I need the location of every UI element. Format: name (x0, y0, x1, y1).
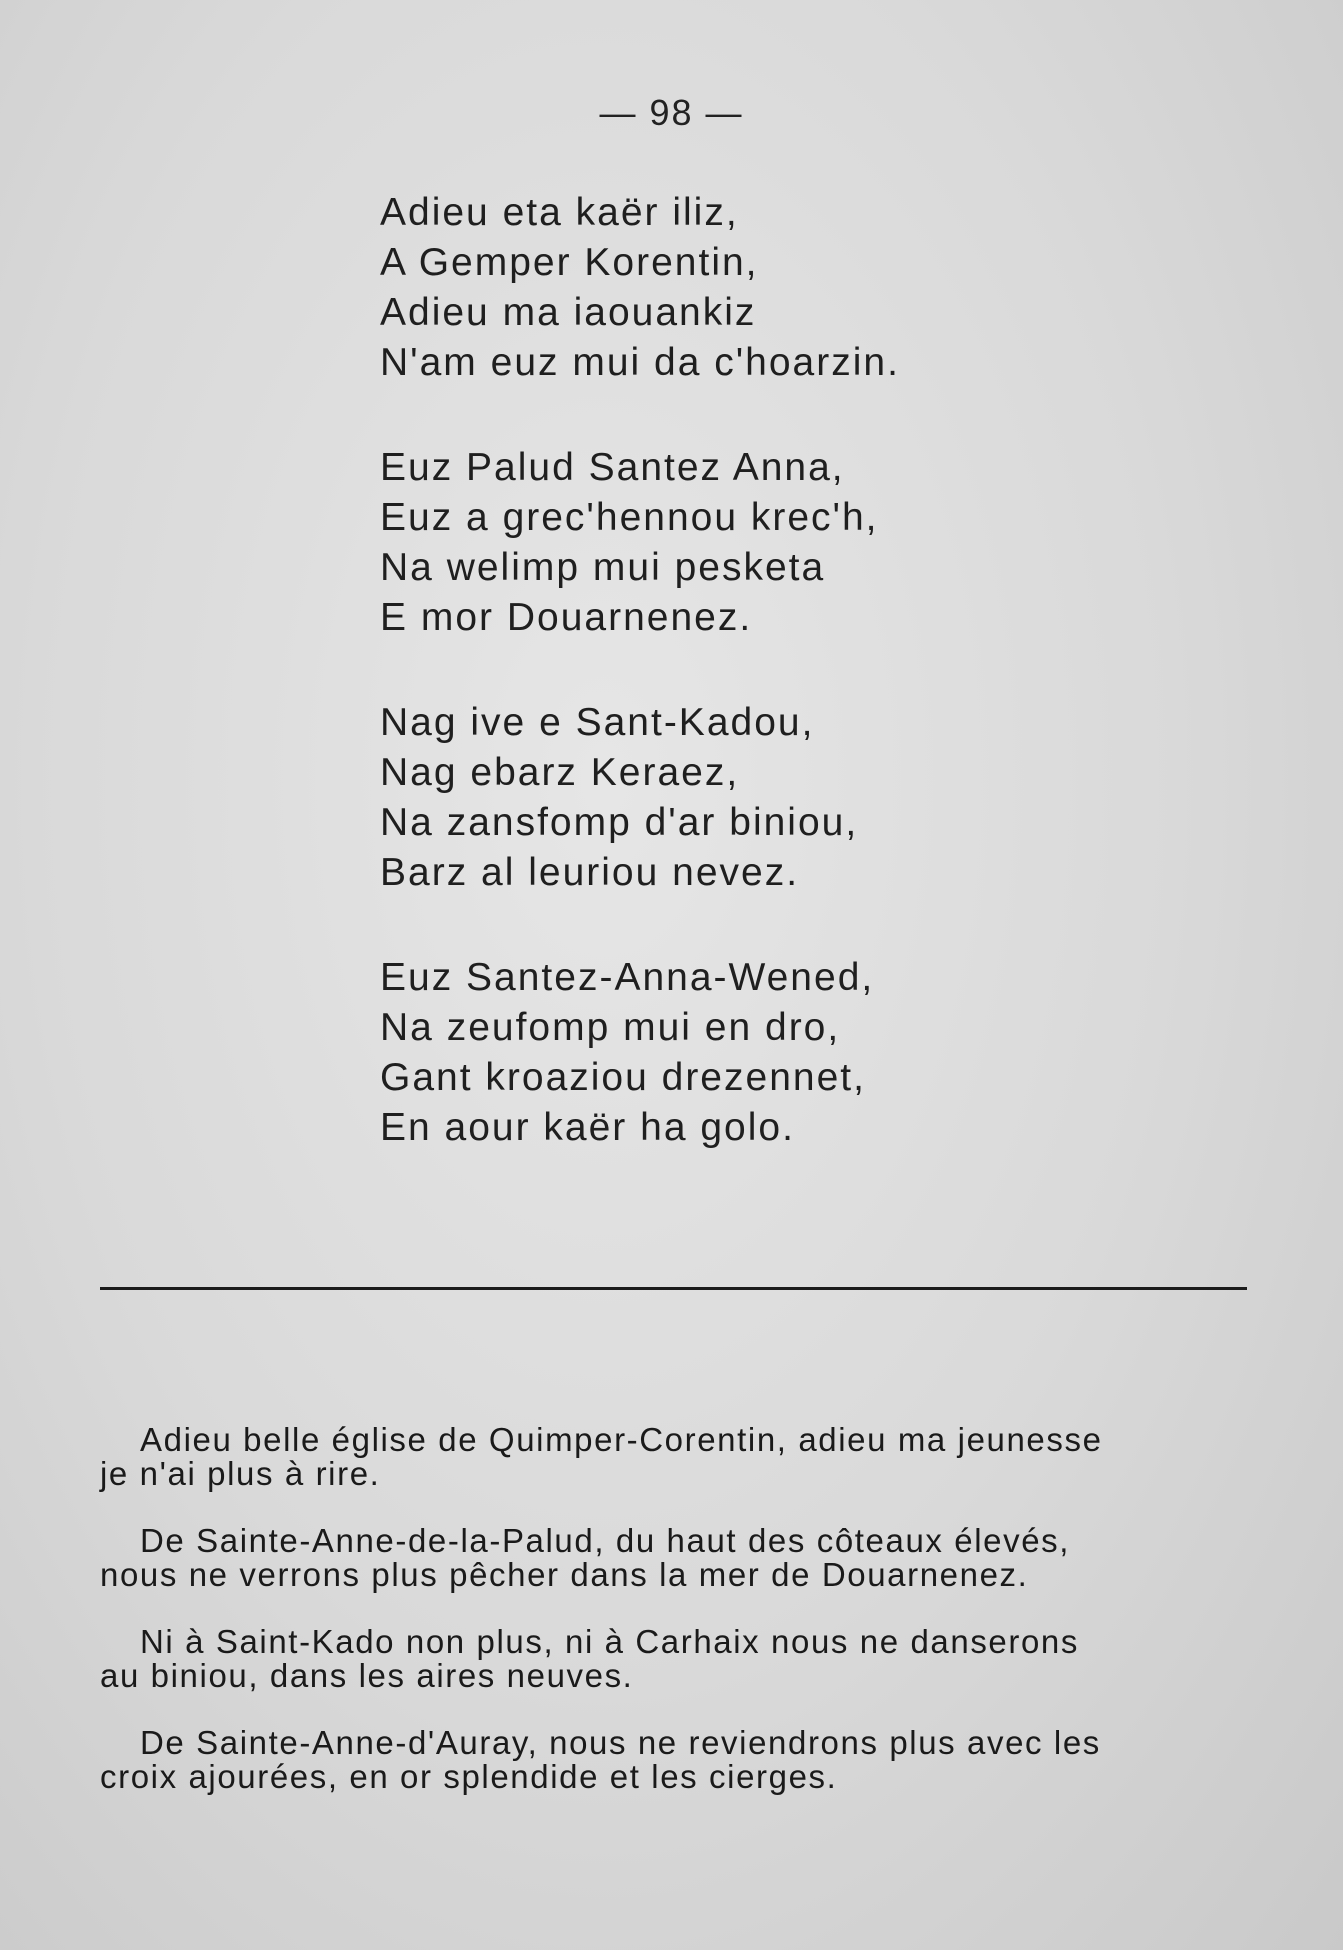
translation-first-line: Adieu belle église de Quimper-Corentin, adieu ma jeunesse (140, 1421, 1103, 1458)
breton-poem (380, 188, 1080, 1208)
verse-line: N'am euz mui da c'hoarzin. (380, 341, 900, 384)
translation-first-line: De Sainte-Anne-de-la-Palud, du haut des côteaux élevés, (140, 1522, 1071, 1559)
verse-line: Nag ebarz Keraez, (380, 751, 740, 794)
translation-first-line: De Sainte-Anne-d'Auray, nous ne reviendrons plus avec les (140, 1724, 1101, 1761)
verse-line: Nag ive e Sant-Kadou, (380, 701, 815, 744)
verse-line: Adieu ma iaouankiz (380, 291, 757, 334)
verse-line: Barz al leuriou nevez. (380, 851, 800, 894)
verse-line: E mor Douarnenez. (380, 596, 753, 639)
verse-line: Euz a grec'hennou krec'h, (380, 496, 879, 539)
translation-rest: nous ne verrons plus pêcher dans la mer de Douarnenez. (100, 1556, 1029, 1593)
stanza-1 (380, 188, 1080, 388)
translation-paragraph (100, 1726, 1252, 1794)
verse-line: En aour kaër ha golo. (380, 1106, 795, 1149)
verse-line: Euz Santez-Anna-Wened, (380, 956, 875, 999)
verse-line: Euz Palud Santez Anna, (380, 446, 845, 489)
stanza-4 (380, 953, 1080, 1153)
translation-rest: je n'ai plus à rire. (100, 1455, 381, 1492)
french-translation (100, 1390, 1252, 1826)
verse-line: Na zansfomp d'ar biniou, (380, 801, 859, 844)
page-number: — 98 — (599, 92, 744, 133)
stanza-3 (380, 698, 1080, 898)
translation-rest: croix ajourées, en or splendide et les cierges. (100, 1758, 838, 1795)
verse-line: A Gemper Korentin, (380, 241, 759, 284)
verse-line: Na zeufomp mui en dro, (380, 1006, 841, 1049)
translation-rest: au biniou, dans les aires neuves. (100, 1657, 634, 1694)
verse-line: Adieu eta kaër iliz, (380, 191, 739, 234)
verse-line: Gant kroaziou drezennet, (380, 1056, 866, 1099)
translation-first-line: Ni à Saint-Kado non plus, ni à Carhaix nous ne danserons (140, 1623, 1079, 1660)
translation-paragraph (100, 1625, 1252, 1693)
verse-line: Na welimp mui pesketa (380, 546, 826, 589)
translation-paragraph (100, 1524, 1252, 1592)
section-divider (100, 1287, 1247, 1290)
translation-paragraph (100, 1423, 1252, 1491)
stanza-2 (380, 443, 1080, 643)
